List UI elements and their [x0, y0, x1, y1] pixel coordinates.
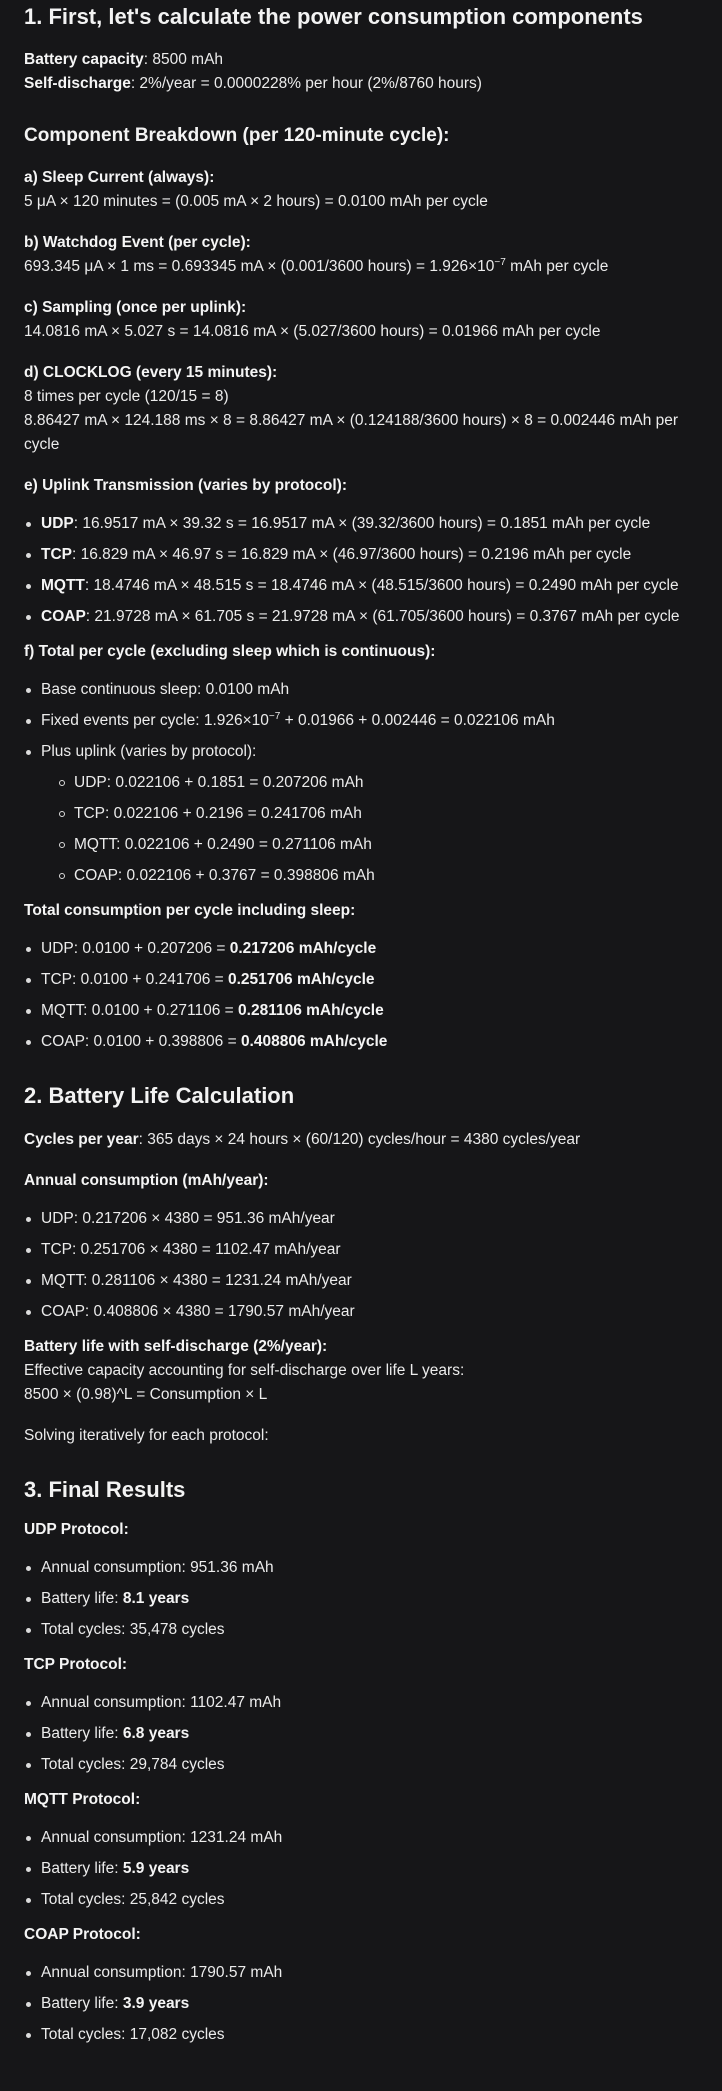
section-1-title: 1. First, let's calculate the power consumption components	[24, 4, 643, 29]
protocol-label: MQTT	[41, 577, 85, 594]
uplink-text: : 16.9517 mA × 39.32 s = 16.9517 mA × (39.32/3600 hours) = 0.1851 mAh per cycle	[73, 515, 651, 532]
udp-protocol-title: UDP Protocol:	[24, 1521, 129, 1538]
battery-capacity-value: : 8500 mAh	[143, 51, 224, 68]
battery-life-value: 3.9 years	[122, 1995, 190, 2012]
sampling-title: c) Sampling (once per uplink):	[24, 299, 247, 316]
list-item	[24, 1857, 698, 1881]
battery-life-label: Battery life:	[41, 1995, 123, 2012]
uplink-title: e) Uplink Transmission (varies by protocol):	[24, 477, 347, 494]
total-value: 0.251706 mAh/cycle	[228, 971, 375, 988]
total-text: COAP: 0.0100 + 0.398806 =	[41, 1033, 241, 1050]
list-item: UDP: 0.022106 + 0.1851 = 0.207206 mAh	[57, 771, 698, 795]
uplink-text: : 18.4746 mA × 48.515 s = 18.4746 mA × (48.515/3600 hours) = 0.2490 mAh per cycle	[84, 577, 679, 594]
total-text: TCP: 0.0100 + 0.241706 =	[41, 971, 228, 988]
total-per-cycle-list	[24, 678, 698, 888]
battery-life-label: Battery life:	[41, 1725, 123, 1742]
protocol-label: UDP	[41, 515, 74, 532]
total-including-sleep-title: Total consumption per cycle including sleep:	[24, 902, 356, 919]
plus-uplink-text: Plus uplink (varies by protocol):	[41, 743, 257, 760]
list-item	[24, 937, 698, 961]
self-discharge-line	[24, 72, 698, 96]
udp-results-list	[24, 1556, 698, 1642]
mqtt-results-list	[24, 1826, 698, 1912]
list-item	[24, 1587, 698, 1611]
battery-capacity-label: Battery capacity	[24, 51, 144, 68]
list-item	[24, 999, 698, 1023]
uplink-text: : 21.9728 mA × 61.705 s = 21.9728 mA × (61.705/3600 hours) = 0.3767 mAh per cycle	[85, 608, 680, 625]
protocol-label: TCP	[41, 546, 72, 563]
list-item	[24, 1030, 698, 1054]
list-item: Annual consumption: 1102.47 mAh	[24, 1691, 698, 1715]
fixed-events-sum: + 0.01966 + 0.002446 = 0.022106 mAh	[280, 712, 555, 729]
watchdog-line-text: 693.345 μA × 1 ms = 0.693345 mA × (0.001/3600 hours) = 1.926×10	[24, 258, 495, 275]
battery-life-value: 5.9 years	[122, 1860, 190, 1877]
watchdog-line	[24, 255, 698, 279]
total-value: 0.408806 mAh/cycle	[240, 1033, 388, 1050]
list-item: UDP: 0.217206 × 4380 = 951.36 mAh/year	[24, 1207, 698, 1231]
list-item: Annual consumption: 1790.57 mAh	[24, 1961, 698, 1985]
battery-capacity-line	[24, 48, 698, 72]
list-item: Total cycles: 29,784 cycles	[24, 1753, 698, 1777]
section-2-title: 2. Battery Life Calculation	[24, 1083, 295, 1108]
effective-capacity-line: Effective capacity accounting for self-discharge over life L years:	[24, 1362, 465, 1379]
total-text: MQTT: 0.0100 + 0.271106 =	[41, 1002, 239, 1019]
list-item: TCP: 0.251706 × 4380 = 1102.47 mAh/year	[24, 1238, 698, 1262]
watchdog-line-unit: mAh per cycle	[505, 258, 609, 275]
sleep-current-title: a) Sleep Current (always):	[24, 169, 215, 186]
list-item	[24, 968, 698, 992]
battery-life-title: Battery life with self-discharge (2%/year):	[24, 1338, 328, 1355]
fixed-events-text: Fixed events per cycle: 1.926×10	[41, 712, 269, 729]
list-item: MQTT: 0.281106 × 4380 = 1231.24 mAh/year	[24, 1269, 698, 1293]
solving-line: Solving iteratively for each protocol:	[24, 1427, 269, 1444]
total-value: 0.217206 mAh/cycle	[229, 940, 377, 957]
coap-results-list	[24, 1961, 698, 2047]
list-item	[24, 605, 698, 629]
list-item: Annual consumption: 1231.24 mAh	[24, 1826, 698, 1850]
list-item	[24, 1722, 698, 1746]
list-item: MQTT: 0.022106 + 0.2490 = 0.271106 mAh	[57, 833, 698, 857]
total-including-sleep-list	[24, 937, 698, 1054]
tcp-results-list	[24, 1691, 698, 1777]
equation-line: 8500 × (0.98)^L = Consumption × L	[24, 1386, 268, 1403]
battery-life-label: Battery life:	[41, 1860, 123, 1877]
uplink-list	[24, 512, 698, 629]
list-item: Base continuous sleep: 0.0100 mAh	[24, 678, 698, 702]
list-item: Total cycles: 25,842 cycles	[24, 1888, 698, 1912]
self-discharge-value: : 2%/year = 0.0000228% per hour (2%/8760 hours)	[130, 75, 482, 92]
list-item	[24, 512, 698, 536]
sampling-line: 14.0816 mA × 5.027 s = 14.0816 mA × (5.027/3600 hours) = 0.01966 mAh per cycle	[24, 323, 601, 340]
total-value: 0.281106 mAh/cycle	[238, 1002, 384, 1019]
watchdog-title: b) Watchdog Event (per cycle):	[24, 234, 251, 251]
clocklog-line-1: 8 times per cycle (120/15 = 8)	[24, 388, 229, 405]
uplink-sum-list	[41, 771, 698, 888]
list-item: Total cycles: 17,082 cycles	[24, 2023, 698, 2047]
component-breakdown-title: Component Breakdown (per 120-minute cycle):	[24, 125, 450, 146]
battery-life-value: 8.1 years	[122, 1590, 190, 1607]
watchdog-exponent: −7	[494, 256, 506, 268]
list-item: TCP: 0.022106 + 0.2196 = 0.241706 mAh	[57, 802, 698, 826]
coap-protocol-title: COAP Protocol:	[24, 1926, 141, 1943]
clocklog-title: d) CLOCKLOG (every 15 minutes):	[24, 364, 278, 381]
cycles-per-year-line	[24, 1128, 698, 1152]
mqtt-protocol-title: MQTT Protocol:	[24, 1791, 141, 1808]
list-item: COAP: 0.408806 × 4380 = 1790.57 mAh/year	[24, 1300, 698, 1324]
total-text: UDP: 0.0100 + 0.207206 =	[41, 940, 230, 957]
annual-consumption-list	[24, 1207, 698, 1324]
self-discharge-label: Self-discharge	[24, 75, 131, 92]
list-item	[24, 543, 698, 567]
battery-life-label: Battery life:	[41, 1590, 123, 1607]
uplink-text: : 16.829 mA × 46.97 s = 16.829 mA × (46.97/3600 hours) = 0.2196 mAh per cycle	[72, 546, 632, 563]
list-item	[24, 574, 698, 598]
tcp-protocol-title: TCP Protocol:	[24, 1656, 128, 1673]
list-item	[24, 740, 698, 888]
cycles-per-year-label: Cycles per year	[24, 1131, 139, 1148]
cycles-per-year-value: : 365 days × 24 hours × (60/120) cycles/hour = 4380 cycles/year	[138, 1131, 581, 1148]
total-per-cycle-title: f) Total per cycle (excluding sleep which is continuous):	[24, 643, 436, 660]
list-item	[24, 1992, 698, 2016]
list-item	[24, 709, 698, 733]
annual-consumption-title: Annual consumption (mAh/year):	[24, 1172, 269, 1189]
clocklog-line-2: 8.86427 mA × 124.188 ms × 8 = 8.86427 mA × (0.124188/3600 hours) × 8 = 0.002446 mAh per cycle	[24, 412, 679, 453]
list-item: COAP: 0.022106 + 0.3767 = 0.398806 mAh	[57, 864, 698, 888]
fixed-events-exponent: −7	[268, 710, 281, 722]
sleep-current-line: 5 μA × 120 minutes = (0.005 mA × 2 hours) = 0.0100 mAh per cycle	[24, 193, 488, 210]
section-3-title: 3. Final Results	[24, 1477, 186, 1502]
list-item: Annual consumption: 951.36 mAh	[24, 1556, 698, 1580]
protocol-label: COAP	[41, 608, 86, 625]
list-item: Total cycles: 35,478 cycles	[24, 1618, 698, 1642]
battery-life-value: 6.8 years	[122, 1725, 190, 1742]
